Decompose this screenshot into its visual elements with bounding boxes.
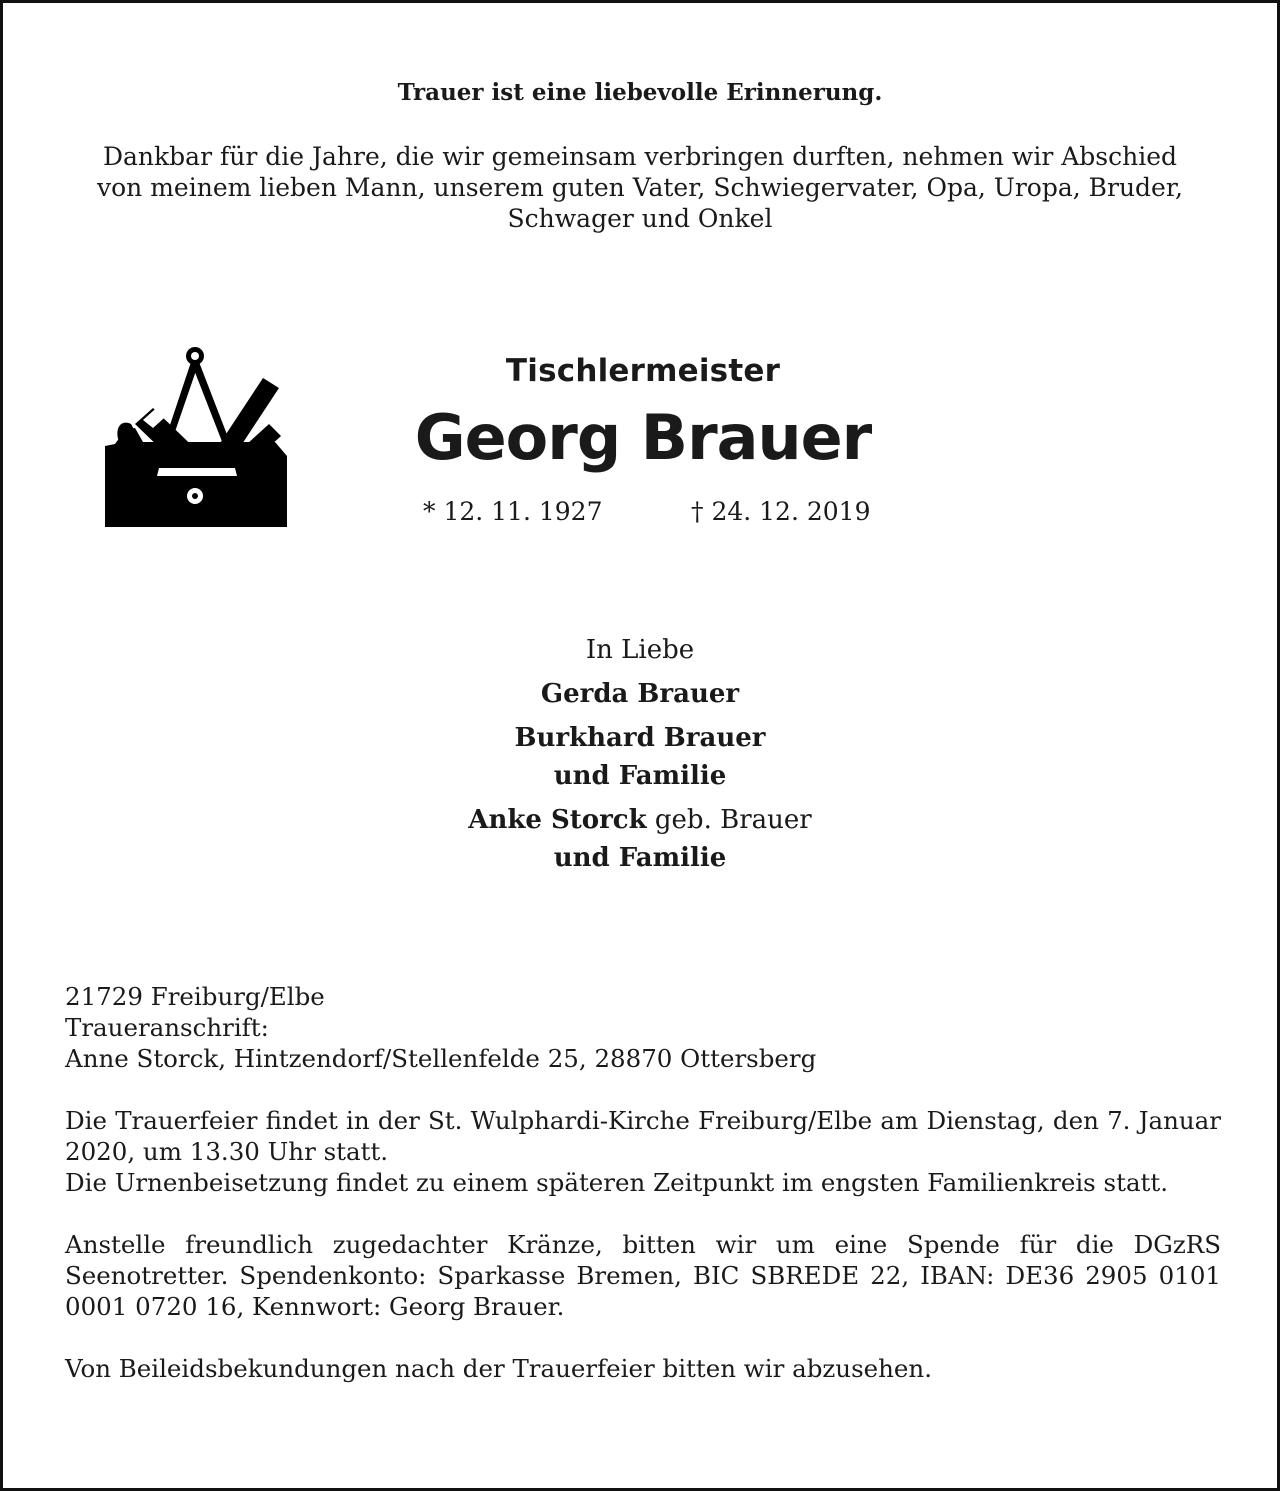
death-date: † 24. 12. 2019	[691, 497, 871, 526]
birth-date: * 12. 11. 1927	[423, 497, 603, 526]
mourner-name: Anke Storck	[468, 805, 647, 835]
mourners-intro: In Liebe	[585, 635, 695, 665]
mourner-line	[3, 801, 1277, 839]
ceremony-text: Die Trauerfeier findet in der St. Wulphardi-Kirche Freiburg/Elbe am Dienstag, den 7. Januar 2020, um 13.30 Uhr statt.	[65, 1106, 1221, 1166]
intro-text	[63, 141, 1217, 234]
intro-line: Dankbar für die Jahre, die wir gemeinsam verbringen durften, nehmen wir Abschied	[102, 142, 1177, 171]
motto: Trauer ist eine liebevolle Erinnerung.	[397, 79, 883, 106]
address-line: Anne Storck, Hintzendorf/Stellenfelde 25, 28870 Ottersberg	[65, 1044, 817, 1073]
mourner-maiden-name: geb. Brauer	[646, 805, 812, 835]
mourner-name: Burkhard Brauer	[514, 723, 766, 753]
address-block	[65, 981, 1221, 1074]
ceremony-block	[65, 1105, 1221, 1198]
mourners-block	[3, 631, 1277, 877]
closing-text: Von Beileidsbekundungen nach der Trauerfeier bitten wir abzusehen.	[65, 1354, 932, 1383]
intro-line: von meinem lieben Mann, unserem guten Vater, Schwiegervater, Opa, Uropa, Bruder,	[97, 173, 1183, 202]
city: 21729 Freiburg/Elbe	[65, 982, 325, 1011]
profession: Tischlermeister	[505, 353, 781, 389]
burial-text: Die Urnenbeisetzung findet zu einem späteren Zeitpunkt im engsten Familienkreis statt.	[65, 1168, 1169, 1197]
mourner-family: und Familie	[553, 843, 727, 873]
mourner-family: und Familie	[553, 761, 727, 791]
mourner-name: Gerda Brauer	[540, 679, 740, 709]
deceased-name: Georg Brauer	[414, 401, 872, 474]
intro-line: Schwager und Onkel	[507, 204, 773, 233]
info-section	[65, 981, 1221, 1384]
address-label: Traueranschrift:	[65, 1013, 269, 1042]
carpenter-tools-icon	[103, 344, 289, 530]
donation-text: Anstelle freundlich zugedachter Kränze, bitten wir um eine Spende für die DGzRS Seenotretter. Spendenkonto: Sparkasse Bremen, BIC SBREDE 22, IBAN: DE36 2905 0101 0001 0720 16, Kennwort: Georg Brauer.	[65, 1230, 1221, 1321]
